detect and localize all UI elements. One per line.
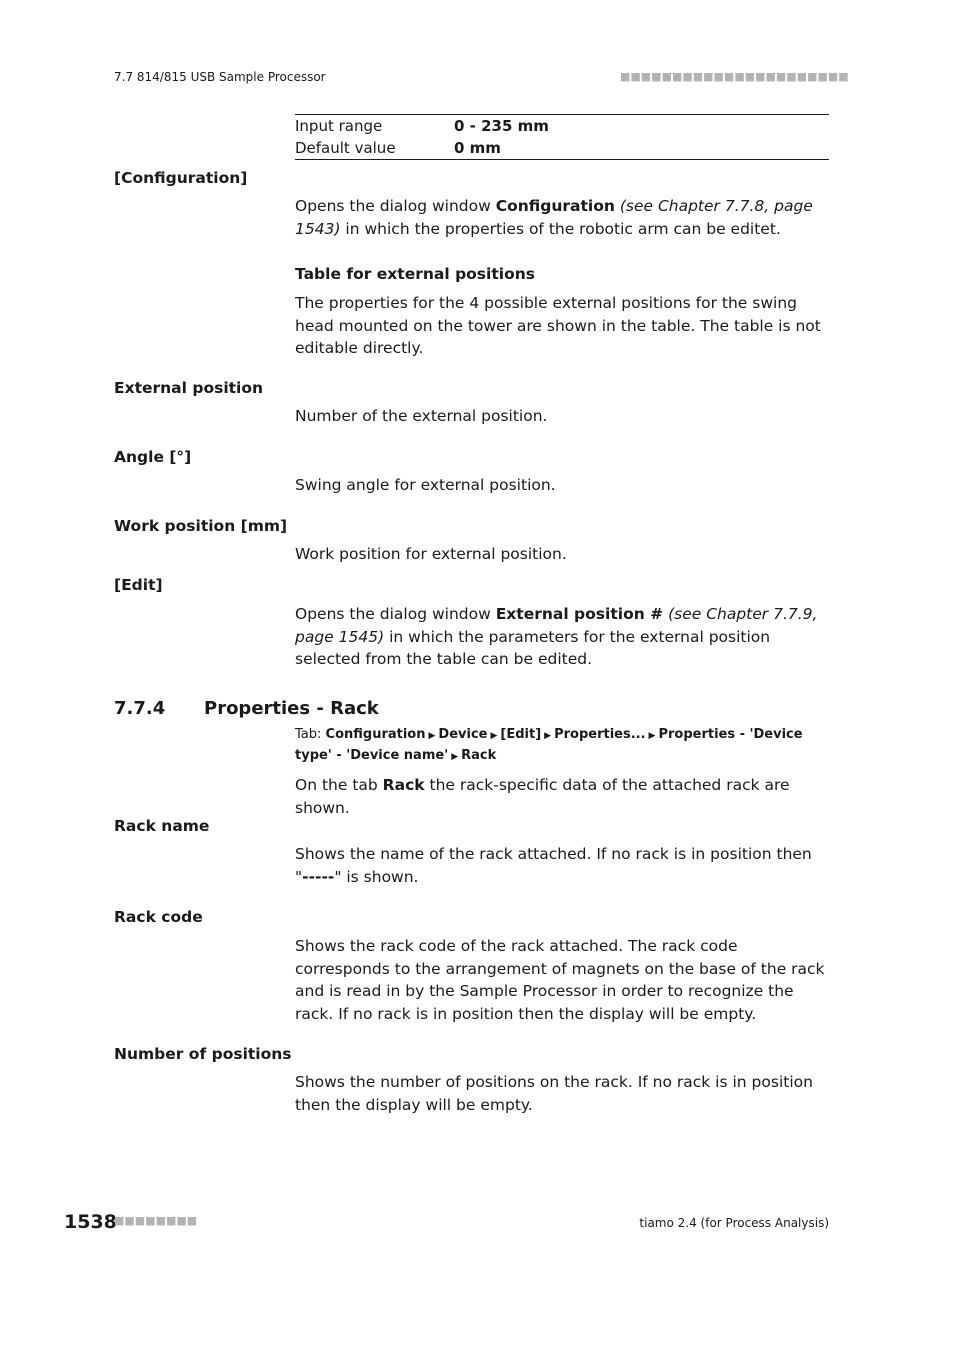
configuration-desc-post: in which the properties of the robotic arm can be editet. — [340, 219, 781, 238]
path-item: Device — [438, 727, 488, 742]
edit-chapter-link[interactable]: (see Chapter 7.7.9, page 1545) — [295, 605, 818, 646]
product-name: tiamo 2.4 (for Process Analysis) — [639, 1216, 829, 1230]
parameter-row — [295, 137, 829, 159]
path-item: Properties - 'Device type' - 'Device name' — [295, 727, 803, 763]
external-table-heading: Table for external positions — [295, 265, 535, 283]
parameter-value: 0 - 235 mm — [454, 117, 549, 135]
rack-code-term: Rack code — [114, 908, 203, 926]
header-decoration: ■■■■■■■■■■■■■■■■■■■■■■ — [620, 70, 849, 83]
path-item: Rack — [461, 748, 497, 763]
tab-navigation-path — [295, 725, 829, 767]
external-position-term: External position — [114, 379, 264, 397]
section-title: Properties - Rack — [204, 698, 379, 719]
rack-code-description: Shows the rack code of the rack attached. The rack code corresponds to the arrangement of magnets on the base of the rack and is read in by the Sample Processor in order to recognize the rack. If no rack is in position then the display will be empty. — [295, 937, 825, 1023]
edit-dialog-name: External position # — [495, 605, 664, 623]
path-arrow-icon: ▶ — [428, 731, 436, 741]
rack-name-desc-post: " is shown. — [334, 867, 419, 886]
rack-name-placeholder: ----- — [302, 867, 335, 886]
section-intro — [295, 774, 829, 819]
external-table-description: The properties for the 4 possible external positions for the swing head mounted on the tower are shown in the table. The table is not editable directly. — [295, 294, 821, 357]
page-number: 1538 — [64, 1211, 117, 1233]
rack-name-term: Rack name — [114, 817, 210, 835]
rack-name-description — [295, 843, 829, 888]
parameter-value: 0 mm — [454, 139, 501, 157]
work-position-description: Work position for external position. — [295, 545, 567, 563]
path-item: Configuration — [325, 727, 426, 742]
rack-name-desc-pre: Shows the name of the rack attached. If no rack is in position then " — [295, 845, 812, 886]
path-arrow-icon: ▶ — [544, 731, 552, 741]
parameter-table — [295, 114, 829, 160]
path-item: Properties... — [554, 727, 646, 742]
footer-decoration: ■■■■■■■■ — [114, 1214, 198, 1227]
number-of-positions-term: Number of positions — [114, 1045, 292, 1063]
intro-tab-name: Rack — [382, 776, 425, 794]
number-of-positions-description: Shows the number of positions on the rack. If no rack is in position then the display will be empty. — [295, 1073, 813, 1114]
path-arrow-icon: ▶ — [451, 752, 459, 762]
external-position-description: Number of the external position. — [295, 407, 548, 425]
parameter-row — [295, 115, 829, 137]
parameter-label: Default value — [295, 139, 396, 157]
tab-prefix: Tab: — [295, 727, 326, 742]
edit-description — [295, 603, 829, 671]
edit-term: [Edit] — [114, 576, 163, 594]
configuration-term: [Configuration] — [114, 169, 248, 187]
path-item: [Edit] — [500, 727, 542, 742]
path-arrow-icon: ▶ — [648, 731, 656, 741]
edit-desc-pre: Opens the dialog window — [295, 605, 496, 623]
angle-term: Angle [°] — [114, 448, 192, 466]
edit-desc-post: in which the parameters for the external position selected from the table can be edited. — [295, 627, 771, 668]
configuration-description — [295, 195, 829, 240]
configuration-chapter-link[interactable]: (see Chapter 7.7.8, page 1543) — [295, 197, 813, 238]
running-header: 7.7 814/815 USB Sample Processor — [114, 70, 326, 84]
intro-post: the rack-specific data of the attached rack are shown. — [295, 776, 790, 817]
path-arrow-icon: ▶ — [490, 731, 498, 741]
section-number: 7.7.4 — [114, 698, 166, 719]
work-position-term: Work position [mm] — [114, 517, 288, 535]
parameter-label: Input range — [295, 117, 383, 135]
angle-description: Swing angle for external position. — [295, 476, 556, 494]
intro-pre: On the tab — [295, 776, 383, 794]
configuration-desc-pre: Opens the dialog window — [295, 197, 496, 215]
configuration-dialog-name: Configuration — [495, 197, 615, 215]
